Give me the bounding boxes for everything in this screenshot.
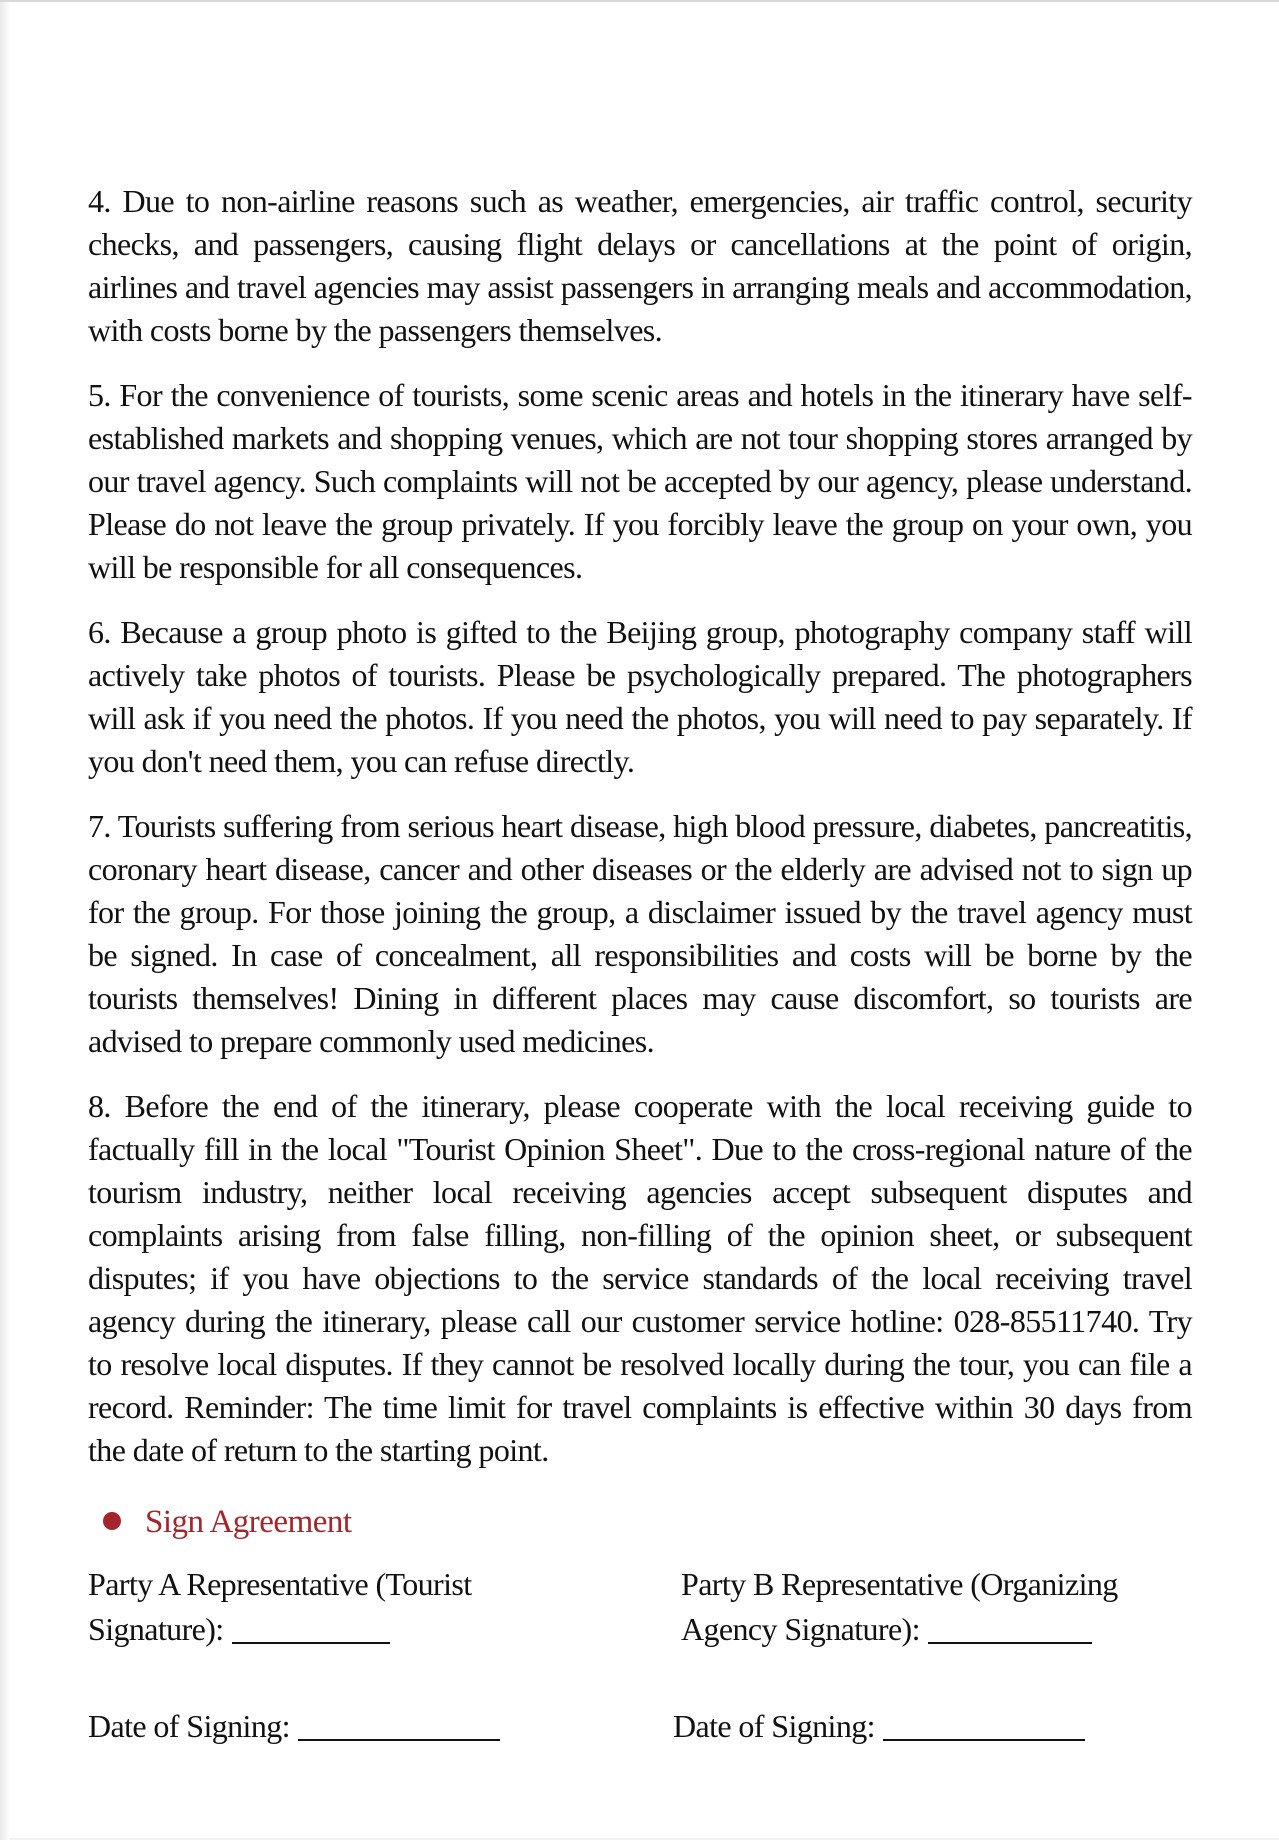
party-a-date-row (88, 1704, 500, 1749)
party-a-label-line2-row (88, 1607, 528, 1652)
bullet-dot-icon (103, 1512, 121, 1530)
party-a-signature-block (88, 1562, 528, 1652)
party-b-label-line2: Agency Signature): (681, 1611, 920, 1647)
terms-body (88, 180, 1192, 1494)
party-a-date-field[interactable] (298, 1709, 500, 1741)
party-b-date-row (673, 1704, 1085, 1749)
party-a-label-line1: Party A Representative (Tourist (88, 1566, 472, 1602)
party-b-signature-block (681, 1562, 1181, 1652)
term-paragraph-7: 7. Tourists suffering from serious heart disease, high blood pressure, diabetes, pancreatitis, coronary heart disease, cancer and other diseases or the elderly are advised not to sign up for the group. For those joining the group, a disclaimer issued by the travel agency must be signed. In case of concealment, all responsibilities and costs will be borne by the tourists themselves! Dining in different places may cause discomfort, so tourists are advised to prepare commonly used medicines. (88, 808, 1192, 1059)
term-paragraph-5: 5. For the convenience of tourists, some scenic areas and hotels in the itinerary have self-established markets and shopping venues, which are not tour shopping stores arranged by our travel agency. Such complaints will not be accepted by our agency, please understand. Please do not leave the group privately. If you forcibly leave the group on your own, you will be responsible for all consequences. (88, 377, 1192, 585)
party-b-label-line1: Party B Representative (Organizing (681, 1566, 1118, 1602)
party-a-label-line2: Signature): (88, 1611, 224, 1647)
term-paragraph-6: 6. Because a group photo is gifted to the Beijing group, photography company staff will actively take photos of tourists. Please be psychologically prepared. The photographers will ask if you need the photos. If you need the photos, you will need to pay separately. If you don't need them, you can refuse directly. (88, 614, 1192, 779)
term-paragraph-4: 4. Due to non-airline reasons such as weather, emergencies, air traffic control, security checks, and passengers, causing flight delays or cancellations at the point of origin, airlines and travel agencies may assist passengers in arranging meals and accommodation, with costs borne by the passengers themselves. (88, 183, 1192, 348)
party-a-date-label: Date of Signing: (88, 1708, 290, 1744)
term-paragraph-8: 8. Before the end of the itinerary, please cooperate with the local receiving guide to factually fill in the local "Tourist Opinion Sheet". Due to the cross-regional nature of the tourism industry, neither local receiving agencies accept subsequent disputes and complaints arising from false filling, non-filling of the opinion sheet, or subsequent disputes; if you have objections to the service standards of the local receiving travel agency during the itinerary, please call our customer service hotline: 028-85511740. Try to resolve local disputes. If they cannot be resolved locally during the tour, you can file a record. Reminder: The time limit for travel complaints is effective within 30 days from the date of return to the starting point. (88, 1088, 1192, 1468)
party-b-date-field[interactable] (883, 1709, 1085, 1741)
party-b-label-line2-row (681, 1607, 1181, 1652)
sign-agreement-heading (103, 1500, 352, 1544)
party-b-date-label: Date of Signing: (673, 1708, 875, 1744)
sign-agreement-label: Sign Agreement (145, 1504, 352, 1540)
party-a-signature-field[interactable] (232, 1612, 390, 1644)
page-edge-shadow (0, 2, 10, 1840)
party-b-signature-field[interactable] (928, 1612, 1092, 1644)
